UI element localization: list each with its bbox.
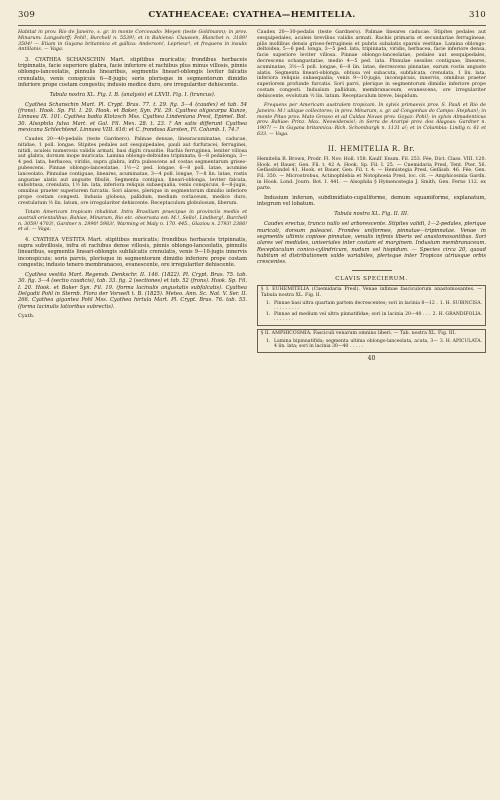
genus-latin-description: Caudex erectus, trunco nullo vel arborescente. Stipites validi, 1—2-pedales, plerique muricati, dorsum paleacei. Frondes uniformes, pinnatae—tripinnatae. Venae in segmentis ultimis copiose pinnatae, venulis infimis liberis vel anastomosantibus. Sori alares vel mediales, uniseriales inter costam et marginem. Indusium membranaceum. Receptaculum conico-cylindricum, nudum vel hispidum. — Species circa 20, quoad habitum et distributionem valde variabiles, plerisque inter Tropicos utriusque orbis crescentes.: [257, 221, 486, 266]
species-4-habitat: Frequens per Americam australem tropicam. In sylvis primaevis prov. S. Pauli et Rio de Janeiro: M.! ubique collectores; in prov. Minarum, s. gr. ad Congonhas do Campo: Stephan!; in monte Pitao prov. Mato Grosso et ad Caldas Novas prov. Goyaz: Pohl!; in sylvis Almadenticus prov. Bahiae: Prinz. Max. Neowidensis!; in Serra de Araripé prov. dos Alagoas: Gardner n. 1907! — In Guyana britannica: Rich. Schomburgk n. 1131 a!; et in Columbia: Lindig n. 61 et 633. — Vaga.: [257, 103, 486, 138]
clavis-section-1-title: § I. EUHEMITELIA (Cnemidaria Presl). Venae infimae fasciculorum anastomosantes. — Tabula nostra XL. Fig. II.: [261, 287, 482, 299]
genus-synonyms: Hemitelia R. Brown, Prodr. Fl. Nov. Holl. 158. Kaulf. Enum. Fil. 253. Fée, Dict. Class. VIII. 120. Hook. et Bauer, Gen. Fil. t. 42 A. Hook. Sp. Fil. I. 25. — Cnemidaria Presl, Tent. Pter. 56. Gefässbündel 41. Hook. et Bauer, Gen. Fil. t. 4. — Hemistegia Presl, Gefässb. 46. Fée, Gen. Fil. 350. — Microstrobus, Actinophlebia et Notophoeia Presl, loc. cit. — Amphicosmia Gardn. in Hook. Lond. Journ. Bot. I. 441. — Alsophila § Hymenostegia J. Smith, Gen. Ferns 112. ex parte.: [257, 156, 486, 191]
clavis-section-1: [257, 285, 486, 326]
left-column: [18, 30, 247, 362]
species-3-synonyms: Cyathea Schanschin Mart. Pl. Crypt. Bras. 77. t. 29. fig. 3—4 (caudex) et tab. 54 (frons). Hook. Sp. Fil. I. 20. Hook. et Baker, Syn. Fil. 29. Cyathea oligocarpa Kunze, Linnaea IX. 101. Cyathea badia Klotzsch Mss. Cyathea Lindeniana Presl, Epimel. Bot. 30. Alsophila fulva Mart. et Gal. Fil. Mex. 28. t. 23. ? An satis differunt Cyathea mexicana Schlechtend. Linnaea VIII. 616: et C. frondosa Karsten, Fl. Columb. I. 74.?: [18, 101, 247, 134]
clavis-entry-result: 3. H. APICULATA.: [439, 338, 482, 344]
habitat-paragraph: Habitat in prov. Rio de Janeiro, s. gr. in monte Corcovado: Meyen (teste Goldmann); in prov. Minarum: Langsdorff; Pohl!, Burchell n. 5539!; et in Bahiensi: Claussen, Blanchet n. 3189! 3504! — Etiam in Guyana britannica et gallica: Anderson!, Leprieur!, et frequens in insulis Antillanis. — Vaga.: [18, 30, 247, 53]
clavis-entry: [261, 339, 482, 350]
clavis-entry-text: Pinnae ad medium vel ultra pinnatifidae; sori in lacinia 20—40 . . . . . . . . . .: [274, 311, 431, 323]
species-3-plate-ref: Tabula nostra XL. Fig. I. B. (analysis) et LXVII. Fig. I. (truncus).: [49, 91, 216, 98]
species-4-synonyms: Cyathea vestita Mart. Regensb. Denkschr. II. 146. (1822). Pl. Crypt. Bras. 75. tab. 30. fig. 3—4 (sectio caudicis), tab. 33. fig. 2 (sectiones) et tab. 52 (frons). Hook. Sp. Fil. I. 20. Hook. et Baker Syn. Fil. 19. (forma lacinulis angustatis subfalcatis). Cyathea Delgadii Pohl in Sternb. Flora der Vorwelt t. B. (1825). Meteo. Ann. Sc. Nat. V. Ser. II. 266. Cyathea gigantea Pohl Mss. Cyathea hirtula Mart. Pl. Crypt. Bras. 76. tab. 53. (forma lacinulis latioribus subrectis).: [18, 271, 247, 310]
species-4-diagnosis: 4. CYATHEA VESTITA Mart. stipitibus muricatis; frondibus herbaceis tripinnatis, supra subvillosis, infra et rachibus dense villosis, pinnis oblongo-lanceolatis, pinnulis linearibus, segmentis lineari-oblongis subfalcatis crenulatis, venis 9—10-jugis innervis inconspicuis; soris parvis, plerisque in segmentorum dimidio inferiore prope costam congestis; indusio tenero membranaceo, evanescente, ore irregulariter dehiscente.: [18, 236, 247, 269]
clavis-entry-key: 1.: [266, 300, 271, 306]
clavis-entry-result: 2. H. GRANDIFOLIA.: [432, 311, 482, 317]
species-3-diagnosis: 3. CYATHEA SCHANSCHIN Mart. stipitibus muricatis; frondibus herbaceis tripinnatis, facie superiore glabra, facie inferiore et rachibus plus minus villosis, pinnis oblongo-lanceolatis, pinnulis linearibus, segmentis linearl-oblongis leviter falcatis crenulatis, venis conspicuis 6—8-jugis; soris plerisque in segmentorum dimidio inferiore prope costam congestis; indusio medice duro, ore irregulariter dehiscente.: [18, 56, 247, 89]
running-title: CYATHEACEAE: CYATHEA—HEMITELIA.: [148, 10, 356, 20]
clavis-entry-text: Lamina bipinnatifida; segmenta ultima oblongo-lanceolata, acuta, 3—4 lin. lata; sori in lacinia 30—40 . . . . .: [274, 338, 438, 350]
species-3-habitat: Totam Americam tropicam inhabitat. Intra Brasiliam praecipue in provinciis mediis et australi-orientalibus, Bahiae, Minarum, Rio etc. observata est: M.!, Sello!, Lindberg!, Burchell n. 3059! 4703!, Gardner n. 2990! 5983!, Warming et Maly n. 170. 445., Glaziou n. 2793! 2386! et al. — Vaga.: [18, 210, 247, 233]
clavis-entry: [261, 312, 482, 323]
signature-mark: Cyath.: [18, 313, 35, 319]
clavis-entry-key: 1.: [266, 338, 271, 344]
clavis-entry-text: Pinnae basi ultra quartam partem decrescentes; sori in lacinia 8—12 . . . . . . . . . .: [274, 300, 438, 312]
signature-number: 40: [367, 354, 376, 362]
page-number-left: 309: [18, 10, 36, 20]
clavis-section-2: [257, 329, 486, 353]
right-column: [257, 30, 486, 362]
species-3-description: Caudex 20—40-pedalis (teste Gardnero). Palmae densae, linearacuminatae, caducae, nitidae, 1 poll. longae. Stipites pedales aut sesquipedales, pauli aut furfuracei, ferruginei, nitidi, aculeis numerosis validis armati, basi digiti crassitie. Rachis ferruginea, leniter villosa aut glabra, dorsum inope muricata. Lamina oblongo-deltoidea tripinnata, 6—8 pedalonga, 3—4 ped. lata, herbacea, viridis, supra glabra, infra pubescens ad costas segmentarum griseo-pubescens. Pinnae oblongo-lanceolatae, 1½—2 ped. longae, 6—8 poll. latae, acumine lanceolato. Pinnulae contiguae, lineares, acuminatae, 3—4 poll. longae, 7—8 lin. latae, rostis angustae alatis aut anguste fibulis. Segmenta contigua, lineari-oblonga, leviter falcata, subobtusa, crenulata, 1½ lin. lata, inferiora reliquis subaequalia, venis conspicuis, 6—8-jugis, omnibus praeter superiorem furcatis. Sori alares, plerique in segmentorum dimidio inferiore prope costam congesti. Indusia globosa, pallidum, medium coriaceum, medice duro, crestulatum ½ lin. latum, ore irregulariter dehiscente. Receptaculum globulosum, liberum.: [18, 136, 247, 206]
species-4-description: Caudex 20—30-pedalis (teste Gardnero). Palmae lineares caducae. Stipites pedales aut sesquipedales, aculeis brevibus validis armati. Rachis primaria et secundariae ferrugineae, pilis mollibus densis griseo-ferrugineis et pubris subalatis sparsis vestitae. Lamina oblongo-deltoidea, 5—6 ped. longa, 3—5 ped. lata, tripinnata, viridis, herbacea, facie inferiore densa, facie superiore leviter villosa. Pinnae oblongo-lanceolatae, pedales aut sesquipedales, decrescens ochangustatae, medio 4—5 ped. lata. Pinnulae sessiles contiguae, lineares, acuminatae, 3½—5 poll. longae, 6—8 lin. latae, decrescens pinnatae, earum rostis anguste alatis. Segmenta lineari-oblonga, obtusa vel subacuta, subfalcata, crenulata, 1 lin. lata, inferiora reliquis subaequalia; venis 9—10-jugis, inconspicuis, innervis, omnibus praeter superiorem profunde furcatis. Sori parvi, plerique in segmentorum dimidio inferiore prope costam congesti. Indusium pallidum, membranaceum, evanescens, ore irregulariter dehiscente, evolutum ½ lin. latum. Receptaculum breve, bispidum.: [257, 30, 486, 99]
clavis-heading: CLAVIS SPECIERUM.: [335, 275, 408, 282]
clavis-section-2-title: § II. AMPHICOSMIA. Fasciculi venarum omnino liberi. — Tab. nostra XL. Fig. III.: [261, 331, 457, 337]
genus-diagnosis: Indusium inferum, subdimidiato-cupuliforme, demum squamiforme, explanatum, integrum vel lobatum.: [257, 195, 486, 208]
genus-heading: II. HEMITELIA R. Br.: [327, 143, 416, 153]
genus-plate-ref: Tabula nostra XL. Fig. II. III.: [334, 211, 409, 218]
clavis-entry: [261, 301, 482, 312]
running-head: [18, 10, 486, 24]
clavis-entry-result: 1. H. SUBINCISA.: [439, 300, 482, 306]
section-divider: [352, 270, 392, 271]
header-rule: [18, 25, 486, 26]
page-number-right: 310: [468, 10, 486, 20]
clavis-entry-key: 1.: [266, 311, 271, 317]
